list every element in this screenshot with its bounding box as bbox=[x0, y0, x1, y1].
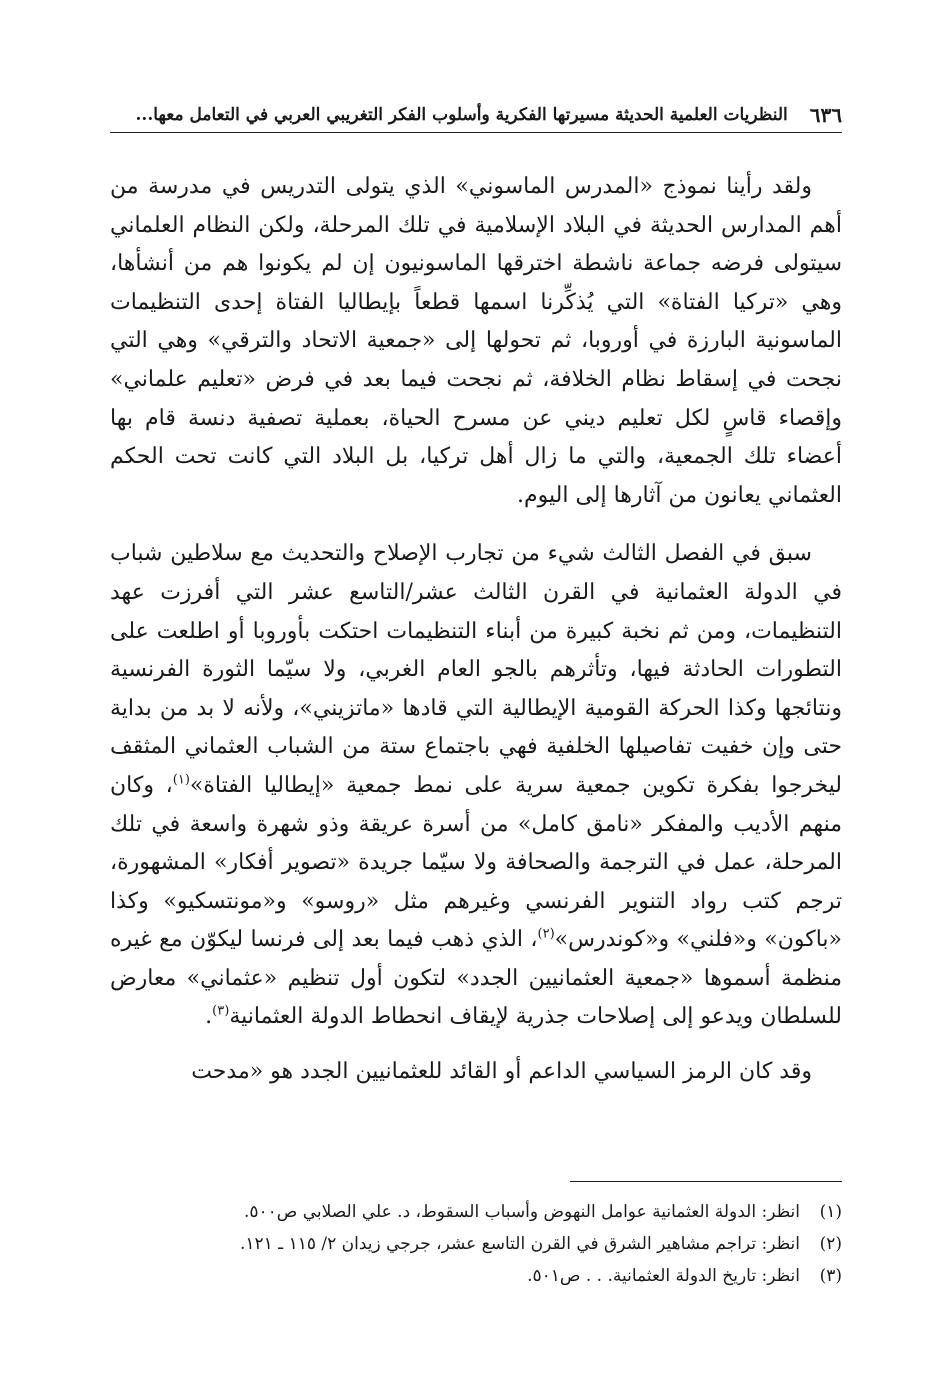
paragraph-2-part-d: . bbox=[205, 1004, 213, 1030]
footnote-number: (٣) bbox=[819, 1266, 842, 1286]
paragraph-2-part-a: سبق في الفصل الثالث شيء من تجارب الإصلاح والتحديث مع سلاطين شباب في الدولة العثمانية في القرن الثالث عشر/التاسع عشر التي أفرزت عهد التنظيمات، ومن ثم نخبة كبيرة من أبناء التنظيمات احتكت بأوروبا أو اطلعت على التطورات الحادثة فيها، وتأثرهم بالجو العام الغربي، ولا سيّما الثورة الفرنسية ونتائجها وكذا الحركة القومية الإيطالية التي قادها «ماتزيني»، ولأنه لا بد من بداية حتى وإن خفيت تفاصيلها الخلفية فهي باجتماع ستة من الشباب العثماني المثقف ليخرجوا بفكرة تكوين جمعية سرية على نمط جمعية «إيطاليا الفتاة» bbox=[110, 541, 842, 798]
body-text bbox=[110, 168, 842, 1092]
footnote-number: (٢) bbox=[819, 1234, 842, 1254]
paragraph-2-part-c: ، الذي ذهب فيما بعد إلى فرنسا ليكوّن مع غيره منظمة أسموها «جمعية العثمانيين الجدد» لتكون أول تنظيم «عثماني» معارض للسلطان ويدعو إلى إصلاحات جذرية لإيقاف انحطاط الدولة العثمانية bbox=[110, 927, 842, 1030]
paragraph-1: ولقد رأينا نموذج «المدرس الماسوني» الذي يتولى التدريس في مدرسة من أهم المدارس الحديثة في البلاد الإسلامية في تلك المرحلة، ولكن النظام العلماني سيتولى فرضه جماعة ناشطة اخترقها الماسونيون إن لم يكونوا هم من أنشأها، وهي «تركيا الفتاة» التي يُذكِّرنا اسمها قطعاً بإيطاليا الفتاة إحدى التنظيمات الماسونية البارزة في أوروبا، ثم تحولها إلى «جمعية الاتحاد والترقي» وهي التي نجحت في إسقاط نظام الخلافة، ثم نجحت فيما بعد في فرض «تعليم علماني» وإقصاء قاسٍ لكل تعليم ديني عن مسرح الحياة، بعملية تصفية دنسة قام بها أعضاء تلك الجمعية، والتي ما زال أهل تركيا، بل البلاد التي كانت تحت الحكم العثماني يعانون من آثارها إلى اليوم. bbox=[110, 174, 842, 508]
footnote-text: انظر: تاريخ الدولة العثمانية. . . ص٥٠١. bbox=[527, 1266, 800, 1286]
footnote-ref-1: (١) bbox=[172, 772, 190, 788]
footnote-ref-3: (٣) bbox=[212, 1004, 230, 1020]
paragraph-3: وقد كان الرمز السياسي الداعم أو القائد للعثمانيين الجدد هو «مدحت bbox=[191, 1059, 812, 1085]
footnote-ref-2: (٢) bbox=[537, 926, 555, 942]
running-header bbox=[110, 98, 842, 133]
footnote-2 bbox=[110, 1228, 842, 1260]
running-title: النظريات العلمية الحديثة مسيرتها الفكرية وأسلوب الفكر التغريبي العربي في التعامل معها... bbox=[135, 105, 788, 125]
footnote-text: انظر: تراجم مشاهير الشرق في القرن التاسع عشر، جرجي زيدان ٢/ ١١٥ ـ ١٢١. bbox=[239, 1234, 800, 1254]
footnote-1 bbox=[110, 1196, 842, 1228]
paragraph-2-part-b: ، وكان منهم الأديب والمفكر «نامق كامل» من أسرة عريقة وذو شهرة واسعة في تلك المرحلة، عمل في الترجمة والصحافة ولا سيّما جريدة «تصوير أفكار» المشهورة، ترجم كتب رواد التنوير الفرنسي وغيرهم مثل «روسو» و«مونتسكيو» وكذا «باكون» و«فلني» و«كوندرس» bbox=[110, 772, 842, 953]
footnote-number: (١) bbox=[819, 1202, 842, 1222]
footnote-text: انظر: الدولة العثمانية عوامل النهوض وأسباب السقوط، د. علي الصلابي ص٥٠٠. bbox=[243, 1202, 800, 1222]
footnote-divider bbox=[570, 1181, 842, 1182]
page-number: ٦٣٦ bbox=[809, 103, 842, 127]
paragraph-2 bbox=[110, 535, 842, 1037]
footnotes bbox=[110, 1196, 842, 1292]
footnote-3 bbox=[110, 1260, 842, 1292]
